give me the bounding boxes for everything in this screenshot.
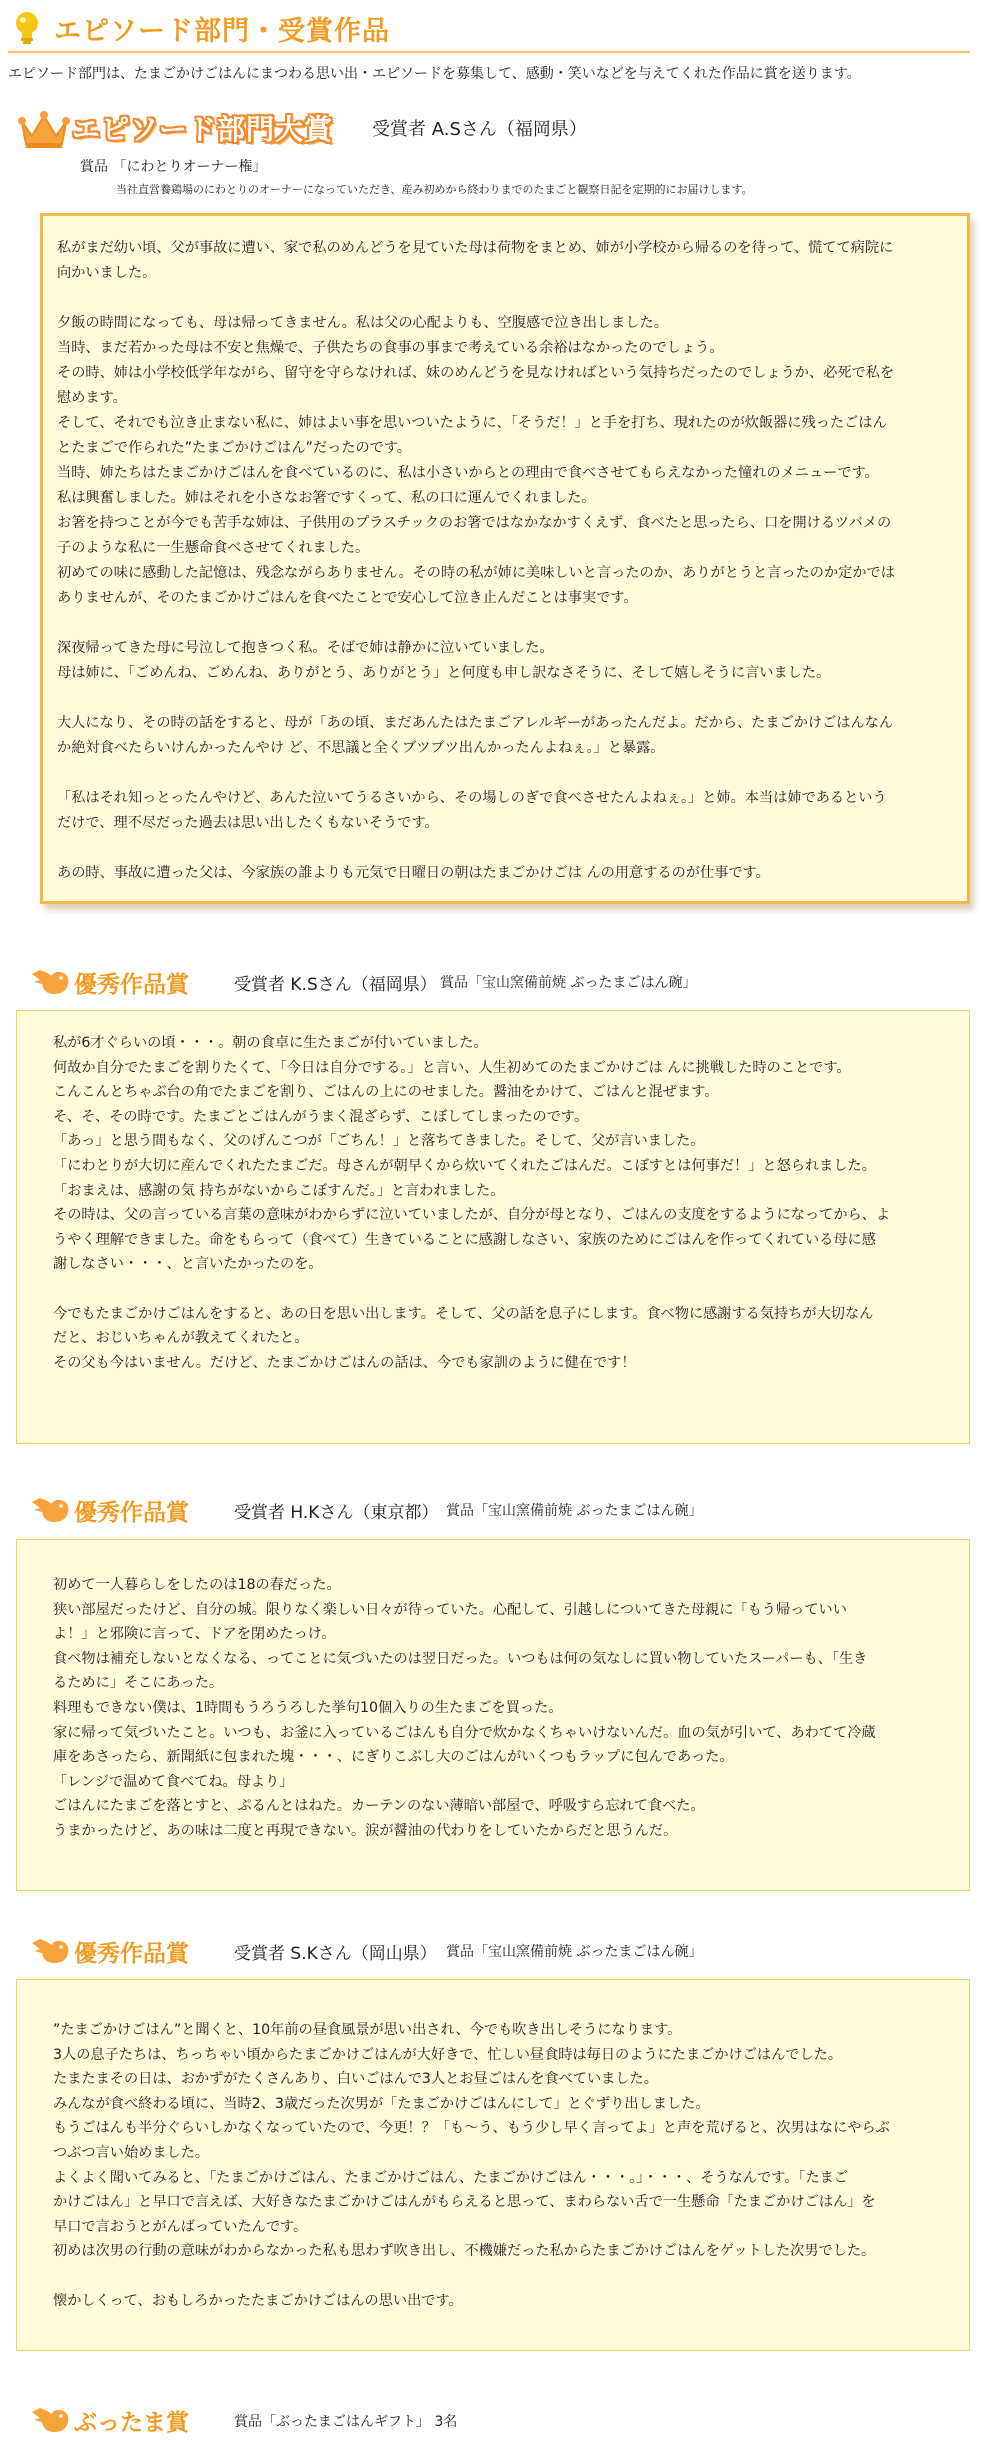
butta-prize-header <box>28 2400 958 2440</box>
grand-prize-header <box>14 104 954 158</box>
excellence-prize-3: 賞品「宝山窯備前焼 ぶったまごはん碗」 <box>446 1944 703 1960</box>
essay-line: とたまごで作られた”たまごかけごはん”だったのです。 <box>57 440 412 456</box>
grand-prize-name: 賞品 「にわとりオーナー権」 <box>80 159 267 175</box>
essay-line: 料理もできない僕は、1時間もうろうろした挙句10個入りの生たまごを買った。 <box>53 1699 563 1716</box>
excellence-title-3: 優秀作品賞 <box>74 1941 189 1967</box>
essay-line: 庫をあさったら、新聞紙に包まれた塊・・・、にぎりこぶし大のごはんがいくつもラップに包んであった。 <box>53 1749 734 1766</box>
excellence-winner-2: 受賞者 H.Kさん（東京都） <box>234 1503 439 1523</box>
essay-line: 初めての味に感動した記憶は、残念ながらありません。その時の私が姉に美味しいと言ったのか、ありがとうと言ったのか定かでは <box>57 565 895 581</box>
excellence-header-3 <box>28 1931 958 1971</box>
essay-line: 「にわとりが大切に産んでくれたたまごだ。母さんが朝早くから炊いてくれたごはんだ。こぼすとは何事だ！」と怒られました。 <box>53 1157 876 1174</box>
essay-line: 当時、まだ若かった母は不安と焦燥で、子供たちの食事の事まで考えている余裕はなかったのでしょう。 <box>57 340 724 356</box>
essay-line: そして、それでも泣き止まない私に、姉はよい事を思いついたように、「そうだ！」と手を打ち、現れたのが炊飯器に残ったごはん <box>57 415 887 431</box>
essay-line: ”たまごかけごはん”と聞くと、10年前の昼食風景が思い出され、今でも吹き出しそうになります。 <box>53 2022 682 2038</box>
excellence-header-2 <box>28 1490 958 1530</box>
essay-line: お箸を持つことが今でも苦手な姉は、子供用のプラスチックのお箸ではなかなかすくえず、食べたと思ったら、口を開けるツバメの <box>57 515 892 531</box>
essay-line: その時は、父の言っている言葉の意味がわからずに泣いていましたが、自分が母となり、ごはんの支度をするようになってから、よ <box>53 1207 891 1224</box>
lightbulb-icon <box>12 10 42 46</box>
excellence-essay-2 <box>17 1540 969 1890</box>
essay-line: 「あっ」と思う間もなく、父のげんこつが「ごちん！」と落ちてきました。そして、父が言いました。 <box>53 1133 705 1150</box>
excellence-winner-3: 受賞者 S.Kさん（岡山県） <box>234 1944 437 1964</box>
essay-line: 夕飯の時間になっても、母は帰ってきません。私は父の心配よりも、空腹感で泣き出しました。 <box>57 315 668 331</box>
essay-line: たまたまその日は、おかずがたくさんあり、白いごはんで3人とお昼ごはんを食べていました。 <box>53 2071 658 2088</box>
essay-line: 向かいました。 <box>57 265 157 281</box>
essay-line: 懐かしくって、おもしろかったたまごかけごはんの思い出です。 <box>53 2292 463 2309</box>
essay-line: その時、姉は小学校低学年ながら、留守を守らなければ、妹のめんどうを見なければという気持ちだったのでしょうか、必死で私を <box>57 365 895 381</box>
essay-line: 深夜帰ってきた母に号泣して抱きつく私。そばで姉は静かに泣いていました。 <box>57 640 554 656</box>
essay-line: 「私はそれ知っとったんやけど、あんた泣いてうるさいから、その場しのぎで食べさせたんよねぇ。」と姉。本当は姉であるという <box>57 790 887 806</box>
essay-line: 狭い部屋だったけど、自分の城。限りなく楽しい日々が待っていた。心配して、引越しについてきた母親に「もう帰っていい <box>53 1601 847 1618</box>
crown-icon <box>18 110 70 150</box>
essay-line: 私がまだ幼い頃、父が事故に遭い、家で私のめんどうを見ていた母は荷物をまとめ、姉が小学校から帰るのを待って、慌てて病院に <box>57 240 894 256</box>
grand-prize-title: エピソード部門大賞 <box>72 113 334 146</box>
essay-line: 食べ物は補充しないとなくなる、ってことに気づいたのは翌日だった。いつもは何の気なしに買い物していたスーパーも、「生き <box>53 1650 868 1667</box>
header-divider <box>8 51 970 53</box>
essay-line: 早口で言おうとがんばっていたんです。 <box>53 2218 308 2235</box>
essay-line: か絶対食べたらいけんかったんやけ ど、不思議と全くブツブツ出んかったんよねぇ。」と暴露。 <box>57 740 665 756</box>
chick-icon <box>28 1494 72 1526</box>
excellence-prize-1: 賞品「宝山窯備前焼 ぶったまごはん碗」 <box>440 975 697 991</box>
essay-line: 母は姉に、「ごめんね、ごめんね、ありがとう、ありがとう」と何度も申し訳なさそうに、そして嬉しそうに言いました。 <box>57 665 831 681</box>
essay-line: 大人になり、その時の話をすると、母が「あの頃、まだあんたはたまごアレルギーがあったんだよ。だから、たまごかけごはんなん <box>57 715 894 731</box>
essay-line: うやく理解できました。命をもらって（食べて）生きていることに感謝しなさい、家族のためにごはんを作ってくれている母に感 <box>53 1231 876 1248</box>
essay-line: 謝しなさい・・・、と言いたかったのを。 <box>53 1256 323 1273</box>
butta-prize-title: ぶったま賞 <box>74 2410 189 2436</box>
essay-line: こんこんとちゃぶ台の角でたまごを割り、ごはんの上にのせました。醤油をかけて、ごはんと混ぜます。 <box>53 1084 719 1101</box>
essay-line: 初めは次男の行動の意味がわからなかった私も思わず吹き出し、不機嫌だった私からたまごかけごはんをゲットした次男でした。 <box>53 2243 876 2260</box>
butta-prize-name: 賞品「ぶったまごはんギフト」 3名 <box>234 2414 458 2430</box>
intro-text: エピソード部門は、たまごかけごはんにまつわる思い出・エピソードを募集して、感動・笑いなどを与えてくれた作品に賞を送ります。 <box>8 66 861 82</box>
chick-icon <box>28 1935 72 1967</box>
grand-prize-title-wrap <box>72 108 352 152</box>
essay-line: その父も今はいません。だけど、たまごかけごはんの話は、今でも家訓のように健在です！ <box>53 1354 636 1371</box>
excellence-prize-2: 賞品「宝山窯備前焼 ぶったまごはん碗」 <box>446 1503 703 1519</box>
essay-line: もうごはんも半分ぐらいしかなくなっていたので、今更！？「も～う、もう少し早く言ってよ」と声を荒げると、次男はなにやらぶ <box>53 2120 890 2137</box>
excellence-header-1 <box>28 962 958 1002</box>
page-header <box>8 4 968 48</box>
essay-line: よ！」と邪険に言って、ドアを閉めたっけ。 <box>53 1626 336 1643</box>
essay-line: だけで、理不尽だった過去は思い出したくもないそうです。 <box>57 815 439 831</box>
essay-line: 私は興奮しました。姉はそれを小さなお箸ですくって、私の口に運んでくれました。 <box>57 490 596 506</box>
essay-line: 3人の息子たちは、ちっちゃい頃からたまごかけごはんが大好きで、忙しい昼食時は毎日のようにたまごかけごはんでした。 <box>53 2046 843 2063</box>
grand-prize-essay <box>43 216 967 901</box>
essay-line: ごはんにたまごを落とすと、ぷるんとはねた。カーテンのない薄暗い部屋で、呼吸すら忘れて食べた。 <box>53 1798 705 1815</box>
excellence-essay-box-1 <box>16 1010 970 1444</box>
essay-line: かけごはん」と早口で言えば、大好きなたまごかけごはんがもらえると思って、まわらない舌で一生懸命「たまごかけごはん」を <box>53 2194 876 2211</box>
essay-line: うまかったけど、あの味は二度と再現できない。涙が醤油の代わりをしていたからだと思うんだ。 <box>53 1822 678 1839</box>
grand-prize-winner: 受賞者 A.Sさん（福岡県） <box>372 119 587 140</box>
essay-line: そ、そ、その時です。たまごとごはんがうまく混ざらず、こぼしてしまったのです。 <box>53 1108 589 1125</box>
essay-line: 家に帰って気づいたこと。いつも、お釜に入っているごはんも自分で炊かなくちゃいけないんだ。血の気が引いて、あわてて冷蔵 <box>53 1724 876 1741</box>
excellence-essay-3 <box>17 1980 969 2350</box>
essay-line: 何故か自分でたまごを割りたくて、「今日は自分でする。」と言い、人生初めてのたまごかけごは んに挑戦した時のことです。 <box>53 1059 851 1076</box>
chick-icon <box>28 966 72 998</box>
grand-prize-note: 当社直営養鶏場のにわとりのオーナーになっていただき、産み初めから終わりまでのたまごと観察日記を定期的にお届けします。 <box>116 183 753 196</box>
essay-line: 私が6才ぐらいの頃・・・。朝の食卓に生たまごが付いていました。 <box>53 1035 488 1051</box>
essay-line: 当時、姉たちはたまごかけごはんを食べているのに、私は小さいからとの理由で食べさせてもらえなかった憧れのメニューです。 <box>57 465 879 481</box>
essay-line: よくよく聞いてみると、「たまごかけごはん、たまごかけごはん、たまごかけごはん・・・。」・・・、そうなんです。「たまご <box>53 2169 849 2186</box>
grand-prize-essay-box <box>40 213 970 904</box>
essay-line: るために」そこにあった。 <box>53 1675 224 1692</box>
essay-line: つぶつ言い始めました。 <box>53 2144 210 2161</box>
excellence-winner-1: 受賞者 K.Sさん（福岡県） <box>234 975 437 995</box>
essay-line: 「レンジで温めて食べてね。母より」 <box>53 1773 294 1790</box>
page-title: エピソード部門・受賞作品 <box>54 16 390 47</box>
essay-line: みんなが食べ終わる頃に、当時2、3歳だった次男が「たまごかけごはんにして」とぐずり出しました。 <box>53 2095 710 2112</box>
essay-line: あの時、事故に遭った父は、今家族の誰よりも元気で日曜日の朝はたまごかけごは んの用意するのが仕事です。 <box>57 865 770 881</box>
essay-line: ありませんが、そのたまごかけごはんを食べたことで安心して泣き止んだことは事実です。 <box>57 590 638 606</box>
excellence-title-2: 優秀作品賞 <box>74 1500 189 1526</box>
essay-line: 今でもたまごかけごはんをすると、あの日を思い出します。そして、父の話を息子にします。食べ物に感謝する気持ちが大切なん <box>53 1305 874 1322</box>
essay-line: 慰めます。 <box>57 390 127 406</box>
excellence-essay-box-2 <box>16 1539 970 1891</box>
excellence-title-1: 優秀作品賞 <box>74 972 189 998</box>
excellence-essay-box-3 <box>16 1979 970 2351</box>
essay-line: 子のような私に一生懸命食べさせてくれました。 <box>57 540 370 556</box>
excellence-essay-1 <box>17 1011 969 1443</box>
chick-icon <box>28 2404 72 2436</box>
essay-line: だと、おじいちゃんが教えてくれたと。 <box>53 1330 309 1347</box>
essay-line: 初めて一人暮らしをしたのは18の春だった。 <box>53 1577 341 1593</box>
essay-line: 「おまえは、感謝の気 持ちがないからこぼすんだ。」と言われました。 <box>53 1182 505 1199</box>
